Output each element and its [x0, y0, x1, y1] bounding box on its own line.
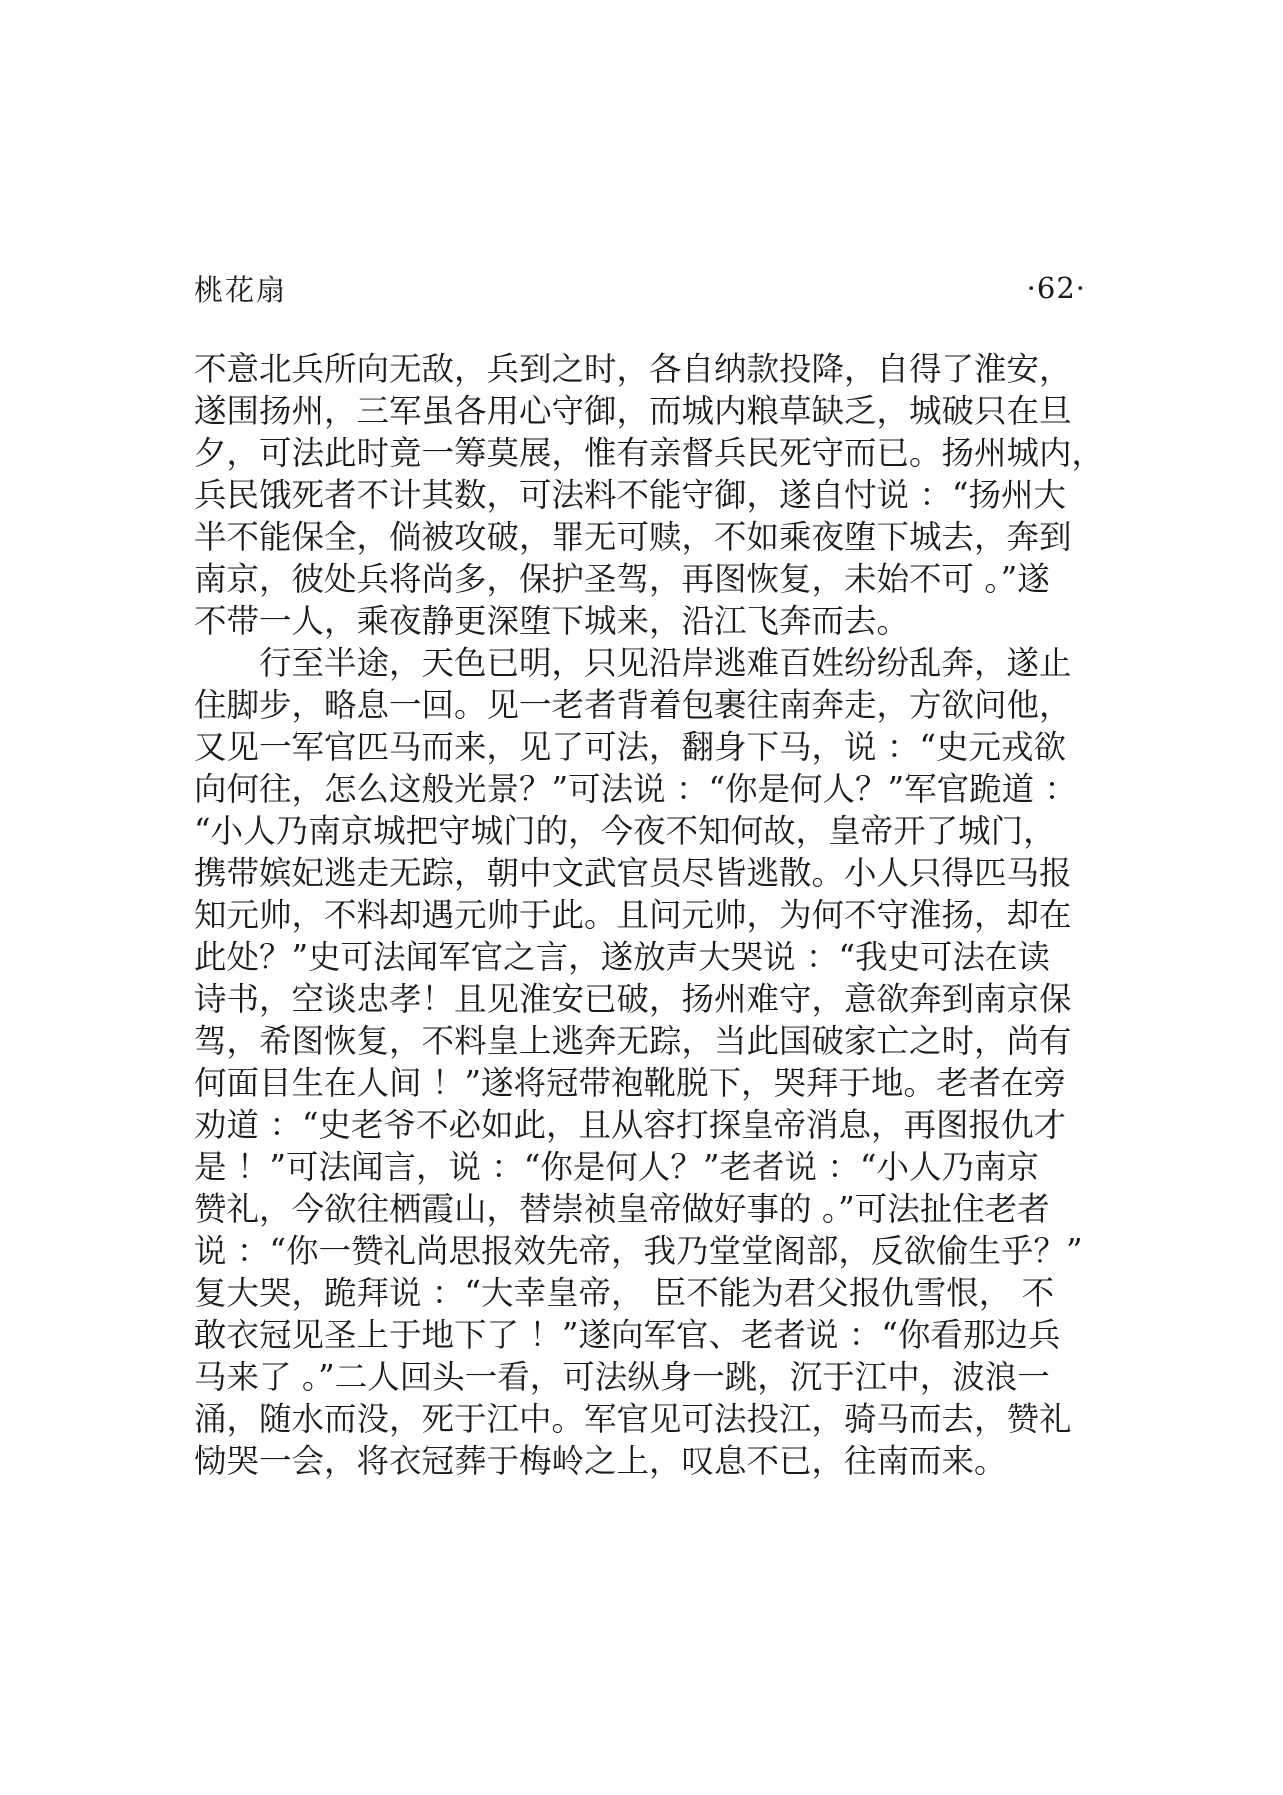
text-line: 恸哭一会，将衣冠葬于梅岭之上，叹息不已，往南而来。	[194, 1442, 1007, 1480]
body-text	[194, 348, 1105, 1482]
text-line: 涌，随水而没，死于江中。军官见可法投江，骑马而去，赞礼	[194, 1400, 1072, 1438]
text-line: 驾，希图恢复，不料皇上逃奔无踪，当此国破家亡之时，尚有	[194, 1022, 1072, 1060]
running-header	[194, 268, 1086, 308]
text-line: 夕，可法此时竟一筹莫展，惟有亲督兵民死守而已。扬州城内，	[194, 434, 1105, 472]
paragraph-start-line: 行至半途，天色已明，只见沿岸逃难百姓纷纷乱奔，遂止	[194, 644, 1072, 682]
text-line: 不意北兵所向无敌，兵到之时，各自纳款投降，自得了淮安，	[194, 350, 1072, 388]
text-line: “小人乃南京城把守城门的，今夜不知何故，皇帝开了城门，	[194, 812, 1056, 850]
text-line: 住脚步，略息一回。见一老者背着包裹往南奔走，方欲问他，	[194, 686, 1072, 724]
text-line: 是 ！”可法闻言，说 ：“你是何人？”老者说 ：“小人乃南京	[194, 1148, 1039, 1186]
text-line: 何面目生在人间 ！”遂将冠带袍靴脱下，哭拜于地。老者在旁	[194, 1064, 1066, 1102]
page-number: ·62·	[1026, 271, 1086, 305]
text-line: 遂围扬州，三军虽各用心守御，而城内粮草缺乏，城破只在旦	[194, 392, 1072, 430]
text-line: 诗书，空谈忠孝！且见淮安已破，扬州难守，意欲奔到南京保	[194, 980, 1072, 1018]
text-line: 南京，彼处兵将尚多，保护圣驾，再图恢复，未始不可 。”遂	[194, 560, 1050, 598]
text-line: 复大哭，跪拜说 ：“大幸皇帝， 臣不能为君父报仇雪恨， 不	[194, 1274, 1055, 1312]
text-line: 半不能保全，倘被攻破，罪无可赎，不如乘夜堕下城去，奔到	[194, 518, 1072, 556]
text-line: 向何往，怎么这般光景？”可法说 ：“你是何人？”军官跪道 ：	[194, 770, 1078, 808]
text-line: 兵民饿死者不计其数，可法料不能守御，遂自忖说 ：“扬州大	[194, 476, 1066, 514]
text-line: 敢衣冠见圣上于地下了 ！”遂向军官、老者说 ：“你看那边兵	[194, 1316, 1061, 1354]
text-line: 不带一人，乘夜静更深堕下城来，沿江飞奔而去。	[194, 602, 910, 640]
text-line: 马来了 。”二人回头一看，可法纵身一跳，沉于江中，波浪一	[194, 1358, 1050, 1396]
text-line: 赞礼，今欲往栖霞山，替崇祯皇帝做好事的 。”可法扯住老者	[194, 1190, 1050, 1228]
book-title: 桃花扇	[194, 272, 288, 307]
text-line: 知元帅，不料却遇元帅于此。且问元帅，为何不守淮扬，却在	[194, 896, 1072, 934]
text-line: 说 ：“你一赞礼尚思报效先帝，我乃堂堂阁部，反欲偷生乎？”	[194, 1232, 1083, 1270]
text-line: 此处？”史可法闻军官之言，遂放声大哭说 ：“我史可法在读	[194, 938, 1051, 976]
text-line: 劝道 ：“史老爷不必如此，且从容打探皇帝消息，再图报仇才	[194, 1106, 1066, 1144]
text-line: 又见一军官匹马而来，见了可法，翻身下马，说 ：“史元戎欲	[194, 728, 1066, 766]
text-line: 携带嫔妃逃走无踪，朝中文武官员尽皆逃散。小人只得匹马报	[194, 854, 1072, 892]
